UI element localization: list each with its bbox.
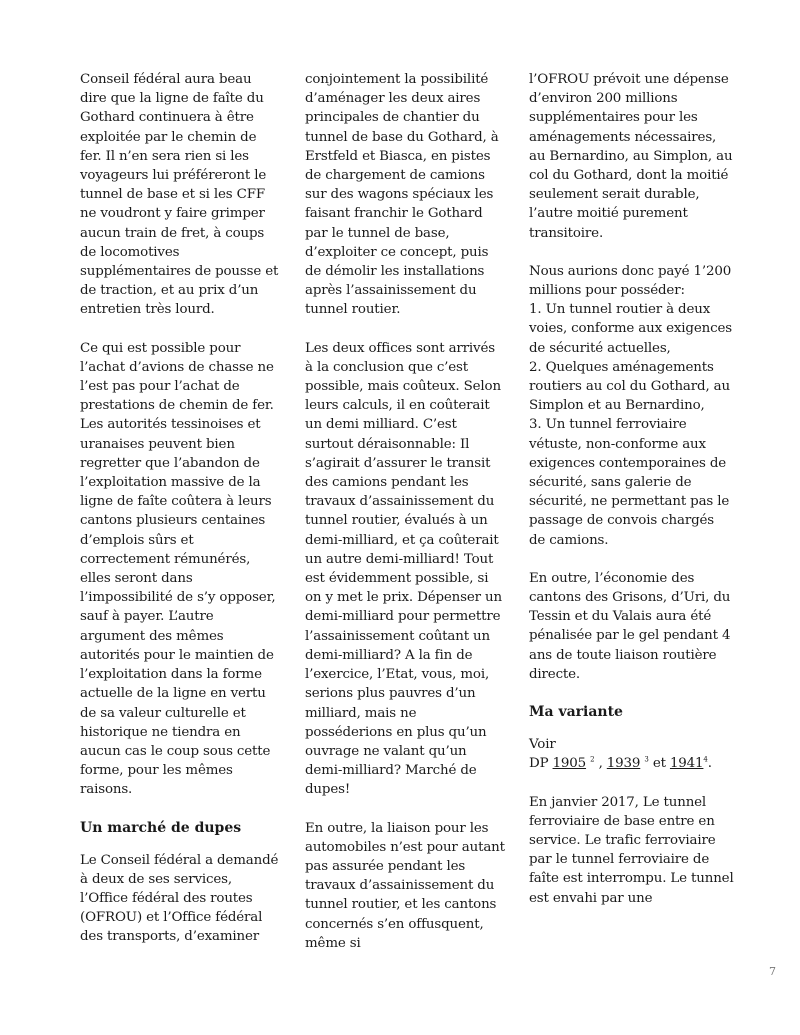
paragraph: l’OFROU prévoit une dépense d’environ 200 millions supplémentaires pour les aménagements nécessaires, au Bernardino, au Simplon, au col du Gothard, dont la moitié seulement serait durable, l’autre moitié purement transitoire. (529, 72, 733, 241)
page-number: 7 (769, 965, 776, 978)
column-2 (305, 70, 505, 972)
footnote-marker: 2 (590, 755, 595, 764)
reference-link[interactable]: 1941 (669, 756, 704, 772)
footnote-marker: 3 (644, 755, 649, 764)
dp-label: DP (529, 756, 549, 772)
reference-link[interactable]: 1939 (606, 756, 641, 772)
paragraph: En outre, la liaison pour les automobiles n’est pour autant pas assurée pendant les travaux d’assainissement du tunnel routier, et les cantons concernés s’en offusquent, même si (305, 820, 505, 951)
paragraph: Conseil fédéral aura beau dire que la ligne de faîte du Gothard continuera à être exploitée par le chemin de fer. Il n’en sera rien si les voyageurs lui préféreront le tunnel de base et si les CFF ne voudront y faire grimper aucun train de fret, à coups de locomotives supplémentaires de pousse et de traction, et au prix d’un entretien très lourd. (80, 72, 279, 318)
paragraph: En outre, l’économie des cantons des Grisons, d’Uri, du Tessin et du Valais aura été pénalisée par le gel pendant 4 ans de toute liaison routière directe. (529, 570, 731, 682)
column-3 (529, 70, 734, 927)
paragraph: Le Conseil fédéral a demandé à deux de ses services, l’Office fédéral des routes (OFROU) et l’Office fédéral des transports, d’examiner (80, 852, 279, 945)
list-item: 3. Un tunnel ferroviaire vétuste, non-conforme aux exigences contemporaines de sécurité, sans galerie de sécurité, ne permettant pas le passage de convois chargés de camions. (529, 417, 730, 548)
list-paragraph (529, 262, 734, 550)
conjunction: et (652, 756, 666, 772)
paragraph: En janvier 2017, Le tunnel ferroviaire de base entre en service. Le trafic ferroviaire par le tunnel ferroviaire de faîte est interrompu. Le tunnel est envahi par une (529, 794, 734, 906)
section-heading: Ma variante (529, 704, 623, 721)
paragraph: Les deux offices sont arrivés à la conclusion que c’est possible, mais coûteux. Selon leurs calculs, il en coûterait un demi milliard. C’est surtout déraisonnable: Il s’agirait d’assurer le transit des camions pendant les travaux d’assainissement du tunnel routier, évalués à un demi-milliard, et ça coûterait un autre demi-milliard! Tout est évidemment possible, si on y met le prix. Dépenser un demi-milliard pour permettre l’assainissement coûtant un demi-milliard? A la fin de l’exercice, l’Etat, vous, moi, serions plus pauvres d’un milliard, mais ne posséderions en plus qu’un ouvrage ne valant qu’un demi-milliard? Marché de dupes! (305, 340, 502, 798)
footnote-marker: 4 (703, 755, 708, 764)
references: Voir DP 1905 $^2$ , 1939 $^3$ et 1941$^4$. (529, 737, 712, 772)
column-1 (80, 70, 280, 966)
voir-label: Voir (529, 737, 556, 753)
paragraph: Ce qui est possible pour l’achat d’avions de chasse ne l’est pas pour l’achat de prestations de chemin de fer. Les autorités tessinoises et uranaises peuvent bien regretter que l’abandon de l’exploitation massive de la ligne de faîte coûtera à leurs cantons plusieurs centaines d’emplois sûrs et correctement rémunérés, elles seront dans l’impossibilité de s’y opposer, sauf à payer. L’autre argument des mêmes autorités pour le maintien de l’exploitation dans la forme actuelle de la ligne en vertu de sa valeur culturelle et historique ne tiendra en aucun cas le coup sous cette forme, pour les mêmes raisons. (80, 340, 276, 798)
paragraph: conjointement la possibilité d’aménager les deux aires principales de chantier du tunnel de base du Gothard, à Erstfeld et Biasca, en pistes de chargement de camions sur des wagons spéciaux les faisant franchir le Gothard par le tunnel de base, d’exploiter ce concept, puis de démolir les installations après l’assainissement du tunnel routier. (305, 72, 499, 318)
reference-link[interactable]: 1905 (552, 756, 587, 772)
list-item: 2. Quelques aménagements routiers au col du Gothard, au Simplon et au Bernardino, (529, 359, 730, 414)
section-heading: Un marché de dupes (80, 819, 242, 836)
list-item: 1. Un tunnel routier à deux voies, conforme aux exigences de sécurité actuelles, (529, 302, 732, 356)
list-intro: Nous aurions donc payé 1’200 millions pour posséder: (529, 263, 732, 299)
